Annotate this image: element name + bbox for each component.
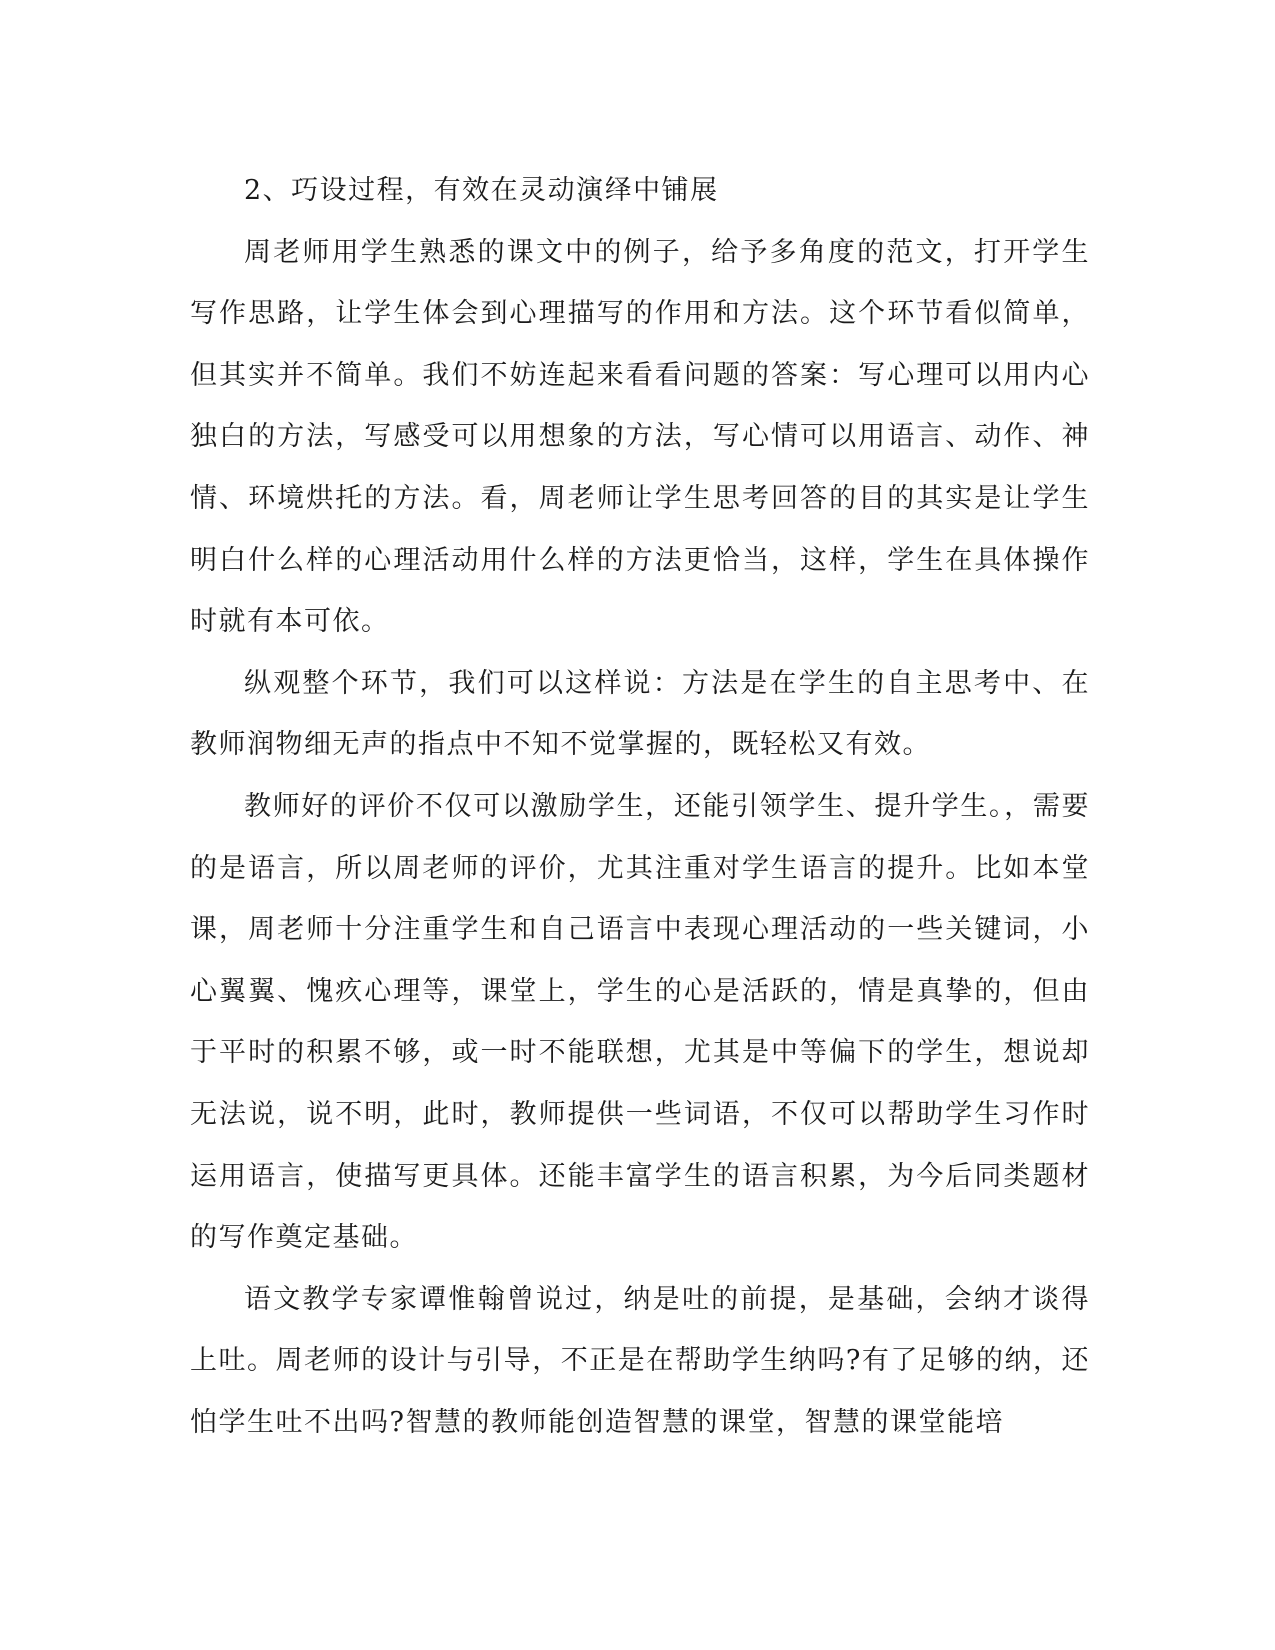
document-body (190, 160, 1090, 1453)
paragraph: 语文教学专家谭惟翰曾说过，纳是吐的前提，是基础，会纳才谈得上吐。周老师的设计与引导，不正是在帮助学生纳吗?有了足够的纳，还怕学生吐不出吗?智慧的教师能创造智慧的课堂，智慧的课堂能培 (190, 1283, 1090, 1438)
section-heading: 2、巧设过程，有效在灵动演绎中铺展 (244, 175, 719, 206)
paragraph: 纵观整个环节，我们可以这样说：方法是在学生的自主思考中、在教师润物细无声的指点中不知不觉掌握的，既轻松又有效。 (190, 667, 1090, 761)
paragraph: 教师好的评价不仅可以激励学生，还能引领学生、提升学生。，需要的是语言，所以周老师的评价，尤其注重对学生语言的提升。比如本堂课，周老师十分注重学生和自己语言中表现心理活动的一些关键词，小心翼翼、愧疚心理等，课堂上，学生的心是活跃的，情是真挚的，但由于平时的积累不够，或一时不能联想，尤其是中等偏下的学生，想说却无法说，说不明，此时，教师提供一些词语，不仅可以帮助学生习作时运用语言，使描写更具体。还能丰富学生的语言积累，为今后同类题材的写作奠定基础。 (190, 790, 1090, 1254)
paragraph: 周老师用学生熟悉的课文中的例子，给予多角度的范文，打开学生写作思路，让学生体会到心理描写的作用和方法。这个环节看似简单，但其实并不简单。我们不妨连起来看看问题的答案：写心理可以用内心独白的方法，写感受可以用想象的方法，写心情可以用语言、动作、神情、环境烘托的方法。看，周老师让学生思考回答的目的其实是让学生明白什么样的心理活动用什么样的方法更恰当，这样，学生在具体操作时就有本可依。 (190, 236, 1090, 638)
